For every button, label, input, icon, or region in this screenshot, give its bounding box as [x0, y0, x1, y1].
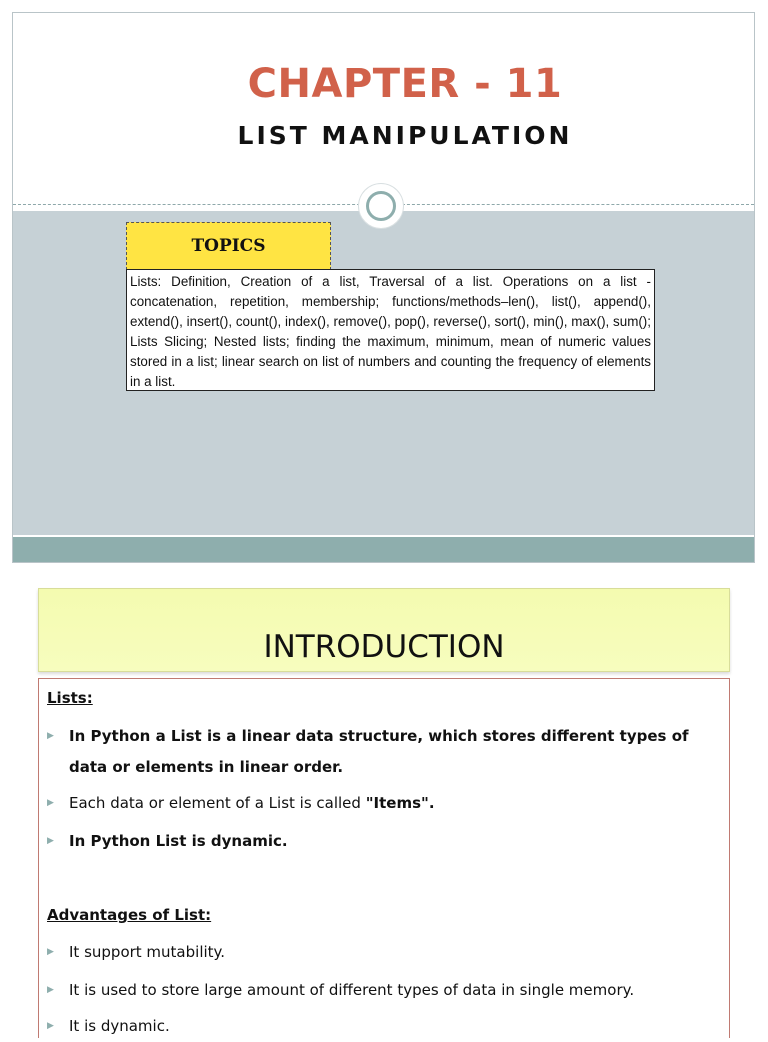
bullet-text: In Python a List is a linear data structure, which stores different types of data or elements in linear order.	[69, 727, 689, 776]
bullet-text: It support mutability.	[69, 943, 226, 961]
ring-icon	[359, 184, 403, 228]
chapter-slide	[12, 12, 755, 563]
bullet-text: It is dynamic.	[69, 1017, 170, 1035]
chapter-subtitle: LIST MANIPULATION	[237, 121, 573, 150]
triangle-right-icon: ▶	[47, 731, 54, 741]
introduction-content	[38, 678, 730, 1038]
triangle-right-icon: ▶	[47, 798, 54, 808]
chapter-title: CHAPTER - 11	[247, 61, 563, 107]
title-area	[13, 13, 754, 209]
lists-heading: Lists:	[47, 689, 93, 707]
list-item	[47, 937, 723, 968]
topics-label: TOPICS	[126, 222, 331, 270]
introduction-banner	[38, 588, 730, 672]
list-item	[47, 826, 723, 857]
list-item	[47, 721, 723, 783]
triangle-right-icon: ▶	[47, 985, 54, 995]
bullet-text: It is used to store large amount of different types of data in single memory.	[69, 981, 635, 999]
list-item	[47, 788, 723, 819]
triangle-right-icon: ▶	[47, 1021, 54, 1031]
bullet-text: In Python List is dynamic.	[69, 832, 288, 850]
triangle-right-icon: ▶	[47, 947, 54, 957]
items-term: "Items".	[365, 794, 435, 812]
triangle-right-icon: ▶	[47, 836, 54, 846]
introduction-title: INTRODUCTION	[263, 629, 505, 665]
bullet-text	[69, 788, 723, 819]
topics-description: Lists: Definition, Creation of a list, Traversal of a list. Operations on a list - concatenation, repetition, membership; functions/methods–len(), list(), append(), extend(), insert(), count(), index(), remove(), pop(), reverse(), sort(), min(), max(), sum(); Lists Slicing; Nested lists; finding the maximum, minimum, mean of numeric values stored in a list; linear search on list of numbers and counting the frequency of elements in a list.	[126, 269, 655, 391]
footer-band	[13, 537, 754, 563]
bullet-text-lead: Each data or element of a List is called	[69, 794, 366, 812]
list-item	[47, 1011, 723, 1042]
list-item	[47, 975, 723, 1006]
advantages-heading: Advantages of List:	[47, 906, 212, 924]
